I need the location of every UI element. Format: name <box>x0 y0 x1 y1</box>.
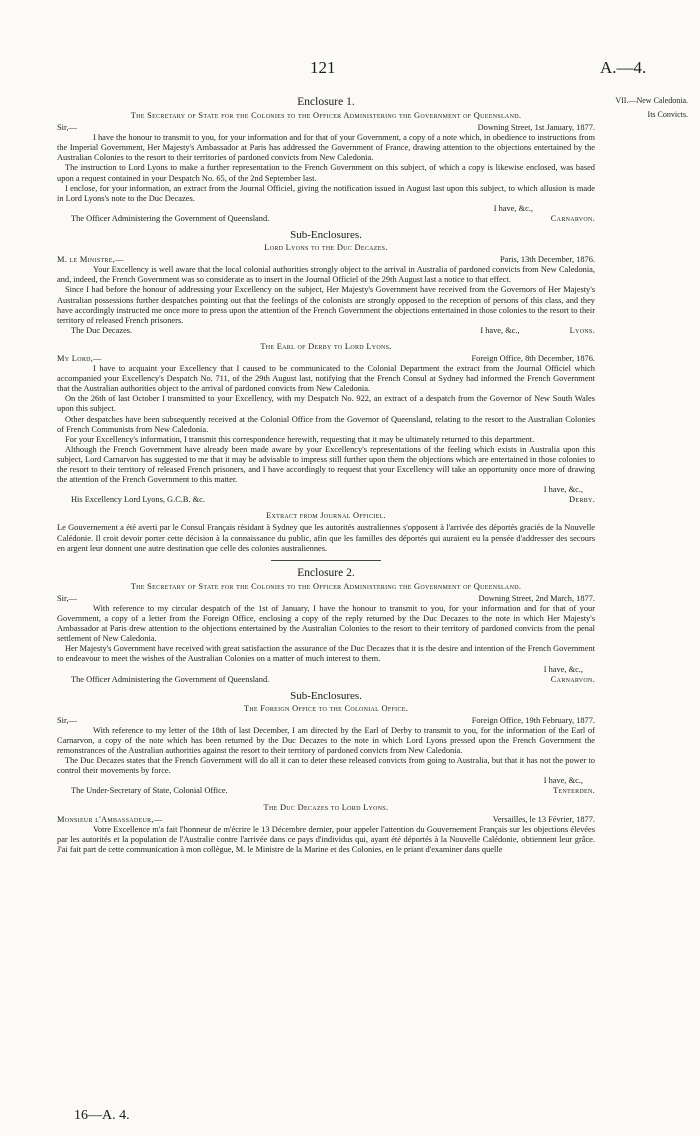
letter-heading: The Foreign Office to the Colonial Office. <box>243 703 409 713</box>
closing: I have, &c., <box>493 203 533 213</box>
sub-enclosures-2-title: Sub-Enclosures. <box>290 689 362 702</box>
salutation: Sir,— <box>57 123 77 133</box>
enclosure-2-title: Enclosure 2. <box>297 566 355 579</box>
closing: I have, &c., <box>543 485 583 495</box>
addressee: The Under-Secretary of State, Colonial Office. <box>71 786 228 796</box>
signer: Lyons. <box>569 325 595 335</box>
salutation-row <box>57 255 595 265</box>
addressee: The Duc Decazes. <box>71 325 133 335</box>
addressee-row <box>57 786 595 796</box>
paragraph: The instruction to Lord Lyons to make a further representation to the French Government on this subject, of which a copy is likewise enclosed, was based upon a request contained in your Despatch No. 65, of the 2nd September last. <box>57 163 595 183</box>
closing-row <box>57 485 595 495</box>
closing-row <box>57 665 595 675</box>
paragraph: Although the French Government have already been made aware by your Excellency's representations of the feeling which exists in Australia upon this subject, Lord Carnarvon has suggested to me that it may be advisable to impress still further upon them the objections which are entertained in those colonies to the resort to their territory of released French prisoners, and I have accordingly to request that your Excellency will take an opportunity once more of drawing the attention of the French Government to this matter. <box>57 444 595 485</box>
closing: I have, &c., <box>480 325 520 335</box>
signer: Carnarvon. <box>550 674 595 684</box>
salutation-row <box>57 594 595 604</box>
place-date: Downing Street, 1st January, 1877. <box>477 123 595 133</box>
place-date: Foreign Office, 8th December, 1876. <box>471 353 595 363</box>
section-divider <box>271 560 381 561</box>
margin-note-topic: VII.—New Caledonia. <box>615 96 688 105</box>
salutation: M. le Ministre,— <box>57 255 124 265</box>
page-header <box>0 58 700 80</box>
signer: Carnarvon. <box>550 213 595 223</box>
margin-note-subtopic: Its Convicts. <box>647 110 688 119</box>
enclosure-1-subtitle: The Secretary of State for the Colonies to the Officer Administering the Government of Queensland. <box>130 111 522 120</box>
paragraph: Other despatches have been subsequently received at the Colonial Office from the Governor of Queensland, relating to the resort to the Australian Colonies of French Communists from New Caledonia. <box>57 414 595 434</box>
paragraph: I have to acquaint your Excellency that I caused to be communicated to the Colonial Department the extract from the Journal Officiel which accompanied your Excellency's Despatch No. 711, of the 29th August last, notifying that the French Consul at Sydney had informed the French Government that the Australian authorities object to the arrival of pardoned convicts from New Caledonia. <box>57 364 595 394</box>
page-number: 121 <box>310 58 336 77</box>
paragraph: On the 26th of last October I transmitted to your Excellency, with my Despatch No. 922, an extract of a despatch from the Governor of New South Wales upon this subject. <box>57 394 595 414</box>
salutation-row <box>57 354 595 364</box>
paragraph: The Duc Decazes states that the French Government will do all it can to deter these released convicts from going to Australia, but that it has not the power to control their movements by force. <box>57 756 595 776</box>
addressee-row <box>57 495 595 505</box>
document-body <box>57 96 595 855</box>
salutation-row <box>57 815 595 825</box>
closing-row <box>57 326 595 336</box>
paragraph: Votre Excellence m'a fait l'honneur de m'écrire le 13 Décembre dernier, pour appeler l'attention du Gouvernement Français sur les objections élevées par les autorités et la population de l'Australie contre l'arrivée dans ce pays d'individus qui, ayant été déportés à la Nouvelle Calédonie, obtiennent leur grâce. J'ai fait part de cette communication à mon collègue, M. le Ministre de la Marine et des Colonies, en le priant d'examiner dans quelle <box>57 824 595 854</box>
salutation: My Lord,— <box>57 353 102 363</box>
margin-notes <box>604 96 688 124</box>
extract-heading: Extract from Journal Officiel. <box>266 511 386 521</box>
salutation: Sir,— <box>57 715 77 725</box>
paragraph: With reference to my circular despatch of the 1st of January, I have the honour to transmit to you, for your information and for that of your Government, a copy of a letter from the Foreign Office, enclosing a copy of the reply returned by the Duc Decazes to the note in which Her Majesty's Ambassador at Paris drew attention to the objections entertained by the Australian Colonies to the resort to their territory of pardoned convicts from the penal settlement of New Caledonia. <box>57 603 595 644</box>
addressee: His Excellency Lord Lyons, G.C.B. &c. <box>71 495 205 505</box>
addressee-row <box>57 214 595 224</box>
letter-heading: Lord Lyons to the Duc Decazes. <box>264 243 388 253</box>
paragraph: Le Gouvernement a été averti par le Consul Français résidant à Sydney que les autorités australiennes s'opposent à l'arrivée des déportés graciés de la Nouvelle Calédonie. Il croit devoir porter cette décision à la connaissance du public, afin que les familles des déportés qui auraient eu la pensée d'addresser des secours en argent leur donnent une autre destination que celle des colonies australiennes. <box>57 523 595 553</box>
place-date: Downing Street, 2nd March, 1877. <box>478 593 595 603</box>
paragraph: Your Excellency is well aware that the local colonial authorities strongly object to the arrival in Australia of pardoned convicts from New Caledonia, and, indeed, the French Government was so considerate as to insert in the Journal Officiel of the 29th August last a notice to that effect. <box>57 265 595 285</box>
salutation: Monsieur l'Ambassadeur,— <box>57 814 163 824</box>
letter-heading: The Earl of Derby to Lord Lyons. <box>260 341 392 351</box>
enclosure-1-salutation-row <box>57 123 595 133</box>
addressee: The Officer Administering the Government of Queensland. <box>71 674 270 684</box>
place-date: Foreign Office, 19th February, 1877. <box>471 715 595 725</box>
signer: Derby. <box>569 495 595 505</box>
paragraph: I enclose, for your information, an extract from the Journal Officiel, giving the notification issued in August last upon this subject, to which allusion is made in Lord Lyons's note to the Duc Decazes. <box>57 183 595 203</box>
addressee-row <box>57 675 595 685</box>
addressee: The Officer Administering the Government of Queensland. <box>71 213 270 223</box>
closing-row <box>57 776 595 786</box>
closing: I have, &c., <box>543 664 583 674</box>
place-date: Paris, 13th December, 1876. <box>499 255 595 265</box>
enclosure-1-title: Enclosure 1. <box>297 96 355 108</box>
salutation: Sir,— <box>57 593 77 603</box>
closing-row <box>57 204 595 214</box>
printer-signature: 16—A. 4. <box>74 1108 130 1123</box>
paragraph: For your Excellency's information, I transmit this correspondence herewith, requesting that it may be ultimately returned to this department. <box>65 434 535 444</box>
paragraph: Her Majesty's Government have received with great satisfaction the assurance of the Duc Decazes that it is the desire and intention of the French Government to endeavour to meet the wishes of the Australian Colonies on a matter of much interest to them. <box>57 644 595 664</box>
paragraph: I have the honour to transmit to you, for your information and for that of your Government, a copy of a note which, in obedience to instructions from the Imperial Government, Her Majesty's Ambassador at Paris has addressed the Government of France, drawing attention to the objections entertained by the Australian Colonies to the resort to their territories of pardoned convicts from New Caledonia. <box>57 133 595 163</box>
salutation-row <box>57 716 595 726</box>
paragraph: With reference to my letter of the 18th of last December, I am directed by the Earl of Derby to transmit to you, for the information of the Earl of Carnarvon, a copy of the note which has been returned by the Duc Decazes to the note in which Lord Lyons pressed upon the French Government the remonstrances of the Australian authorities against the resort to their territory of pardoned convicts from New Caledonia. <box>57 725 595 756</box>
sub-enclosures-1-title: Sub-Enclosures. <box>290 229 362 242</box>
signer: Tenterden. <box>553 786 595 796</box>
place-date: Versailles, le 13 Février, 1877. <box>492 814 595 824</box>
letter-heading: The Duc Decazes to Lord Lyons. <box>263 802 389 812</box>
section-code: A.—4. <box>600 58 647 77</box>
closing: I have, &c., <box>543 776 583 786</box>
paragraph: Since I had before the honour of addressing your Excellency on the subject, Her Majesty's Government have received from the Governors of Her Majesty's Australian possessions further despatches pointing out that the feelings of the colonists are strongly opposed to the reception of persons of this class, and they have accordingly instructed me once more to press upon the attention of the French Government the objections entertained in those colonies to the resort to their territory of released French prisoners. <box>57 285 595 325</box>
enclosure-2-subtitle: The Secretary of State for the Colonies to the Officer Administering the Government of Queensland. <box>130 581 522 591</box>
